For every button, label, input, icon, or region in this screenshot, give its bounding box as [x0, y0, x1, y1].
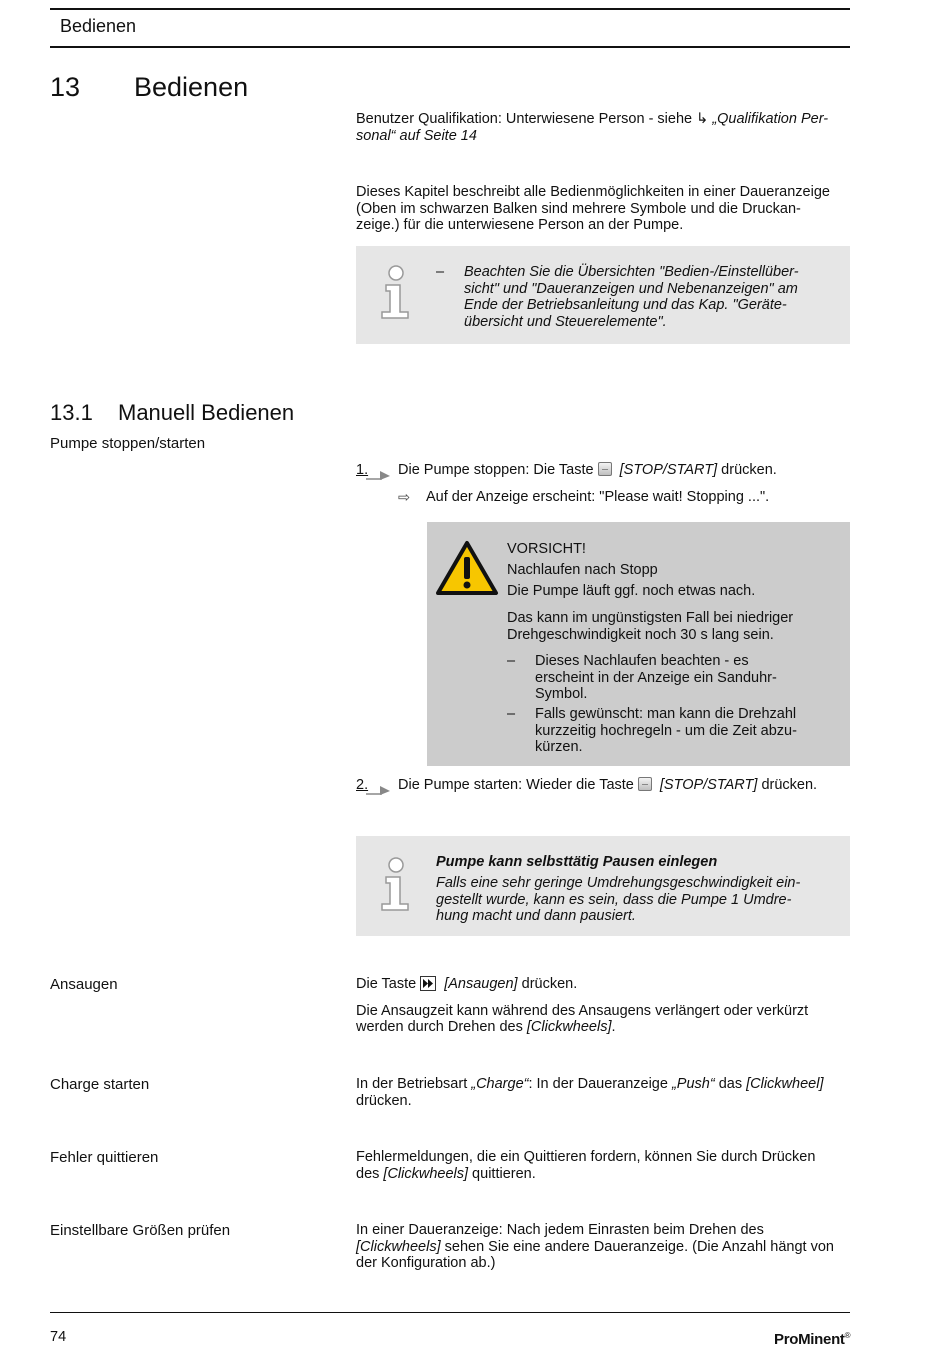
stop-start-key-icon	[598, 462, 612, 476]
brand-logo-text: ProMinent	[774, 1331, 845, 1348]
warning-bullet-2-line-2: kurzzeitig hochregeln - um die Zeit abzu-	[535, 722, 797, 739]
ansaugen-text	[356, 976, 850, 1036]
warning-bullet-1-dash: –	[507, 653, 516, 669]
qualification-link-cont[interactable]: sonal“ auf Seite 14	[356, 127, 477, 144]
step-2-number: 2.	[356, 777, 369, 793]
subheading-stop-start: Pumpe stoppen/starten	[50, 435, 206, 452]
info-dash: –	[436, 264, 445, 280]
ansaugen-line-1-after: drücken.	[521, 976, 578, 992]
ansaugen-line-2: Die Ansaugzeit kann während des Ansaugens verlängert oder verkürzt	[356, 1002, 809, 1019]
qualification-link[interactable]: „Qualifikation Per-	[712, 111, 829, 127]
warning-triangle-icon	[435, 540, 499, 596]
charge-line-1: In der Betriebsart „Charge“: In der Daueranzeige „Push“ das [Clickwheel]	[356, 1076, 824, 1092]
info-icon	[378, 856, 414, 912]
warning-text-1: Die Pumpe läuft ggf. noch etwas nach.	[507, 583, 756, 599]
warning-bullet-1-line-1: Dieses Nachlaufen beachten - es	[535, 653, 749, 669]
result-arrow-icon: ⇨	[398, 490, 411, 506]
charge-line-2: drücken.	[356, 1092, 412, 1109]
warning-text-2	[507, 610, 793, 643]
info-text	[464, 264, 799, 330]
fehler-text	[356, 1149, 850, 1182]
step-2-text	[398, 777, 850, 794]
footer-rule	[50, 1312, 850, 1313]
groessen-line-3: der Konfiguration ab.)	[356, 1255, 496, 1271]
section-title: Manuell Bedienen	[118, 400, 295, 425]
warning-box	[427, 522, 850, 766]
warning-bullet-1-line-3: Symbol.	[535, 686, 588, 702]
intro-paragraph	[356, 184, 850, 234]
warning-text-2-line-1: Das kann im ungünstigsten Fall bei niedriger	[507, 610, 794, 626]
intro-line-1: Dieses Kapitel beschreibt alle Bedienmöglichkeiten in einer Daueranzeige	[356, 184, 830, 200]
info-2-line-2: gestellt wurde, kann es sein, dass die Pumpe 1 Umdre-	[436, 891, 792, 908]
warning-title: Nachlaufen nach Stopp	[507, 562, 658, 578]
label-charge-starten: Charge starten	[50, 1076, 150, 1093]
info-2-line-3: hung macht und dann pausiert.	[436, 908, 636, 924]
info-2-title: Pumpe kann selbsttätig Pausen einlegen	[436, 854, 718, 870]
stop-start-key-icon	[638, 777, 652, 791]
info-icon	[378, 264, 414, 320]
chapter-title: Bedienen	[134, 72, 249, 102]
ansaugen-line-1	[356, 976, 850, 993]
warning-bullet-1-line-2: erscheint in der Anzeige ein Sanduhr-	[535, 669, 777, 686]
fast-forward-key-icon	[420, 976, 436, 991]
fehler-line-1: Fehlermeldungen, die ein Quittieren fordern, können Sie durch Drücken	[356, 1149, 816, 1165]
label-einstellbare-groessen: Einstellbare Größen prüfen	[50, 1222, 231, 1239]
warning-bullet-2-line-3: kürzen.	[535, 739, 583, 755]
registered-mark: ®	[844, 1331, 851, 1340]
page-number: 74	[50, 1329, 67, 1345]
warning-bullet-1	[535, 653, 835, 703]
qualification-paragraph	[356, 111, 850, 144]
intro-line-2: (Oben im schwarzen Balken sind mehrere Symbole und die Druckan-	[356, 200, 801, 217]
warning-bullet-2	[535, 706, 835, 756]
step-arrow-icon	[366, 470, 390, 480]
ansaugen-key-label: [Ansaugen]	[444, 976, 518, 992]
running-header: Bedienen	[60, 16, 137, 36]
link-arrow-icon: ↳	[696, 111, 709, 127]
step-1-text-before: Die Pumpe stoppen: Die Taste	[398, 462, 594, 478]
info-line-2: sicht" und "Daueranzeigen und Nebenanzeigen" am	[464, 280, 798, 297]
warning-signal-word: VORSICHT!	[507, 541, 586, 557]
qualification-prefix: Benutzer Qualifikation: Unterwiesene Person - siehe	[356, 111, 697, 127]
step-arrow-icon	[366, 785, 390, 795]
step-2-key-label: [STOP/START]	[659, 777, 758, 793]
info-box-pause	[356, 836, 850, 936]
info-line-1: Beachten Sie die Übersichten "Bedien-/Einstellüber-	[464, 264, 799, 280]
info-2-text	[436, 875, 800, 925]
step-2-text-before: Die Pumpe starten: Wieder die Taste	[398, 777, 634, 793]
step-1-number: 1.	[356, 462, 369, 478]
warning-bullet-2-line-1: Falls gewünscht: man kann die Drehzahl	[535, 706, 797, 722]
warning-bullet-2-dash: –	[507, 706, 516, 722]
groessen-line-1: In einer Daueranzeige: Nach jedem Einrasten beim Drehen des	[356, 1222, 764, 1238]
ansaugen-line-3: werden durch Drehen des [Clickwheels].	[356, 1019, 616, 1035]
info-line-4: übersicht und Steuerelemente".	[464, 313, 667, 330]
step-1-key-label: [STOP/START]	[619, 462, 718, 478]
groessen-text	[356, 1222, 850, 1272]
chapter-number: 13	[50, 72, 81, 102]
label-fehler-quittieren: Fehler quittieren	[50, 1149, 159, 1166]
header-rule-top	[50, 8, 850, 10]
charge-text	[356, 1076, 850, 1109]
step-1-text-after: drücken.	[721, 462, 777, 478]
info-line-3: Ende der Betriebsanleitung und das Kap. "Geräte-	[464, 297, 787, 313]
step-1-text	[398, 462, 850, 479]
info-2-line-1: Falls eine sehr geringe Umdrehungsgeschwindigkeit ein-	[436, 875, 801, 891]
qualification-line-1	[356, 111, 850, 128]
section-number: 13.1	[50, 400, 93, 425]
fehler-line-2: des [Clickwheels] quittieren.	[356, 1165, 536, 1182]
step-1-result: Auf der Anzeige erscheint: "Please wait! Stopping ...".	[426, 489, 770, 505]
ansaugen-line-1-before: Die Taste	[356, 976, 417, 992]
info-box-overview	[356, 246, 850, 344]
warning-text-2-line-2: Drehgeschwindigkeit noch 30 s lang sein.	[507, 626, 774, 643]
step-2-text-after: drücken.	[761, 777, 818, 793]
groessen-line-2: [Clickwheels] sehen Sie eine andere Daueranzeige. (Die Anzahl hängt von	[356, 1238, 834, 1255]
header-rule-bottom	[50, 46, 850, 48]
intro-line-3: zeige.) für die unterwiesene Person an der Pumpe.	[356, 217, 684, 233]
label-ansaugen: Ansaugen	[50, 976, 118, 993]
brand-logo	[774, 1331, 850, 1348]
